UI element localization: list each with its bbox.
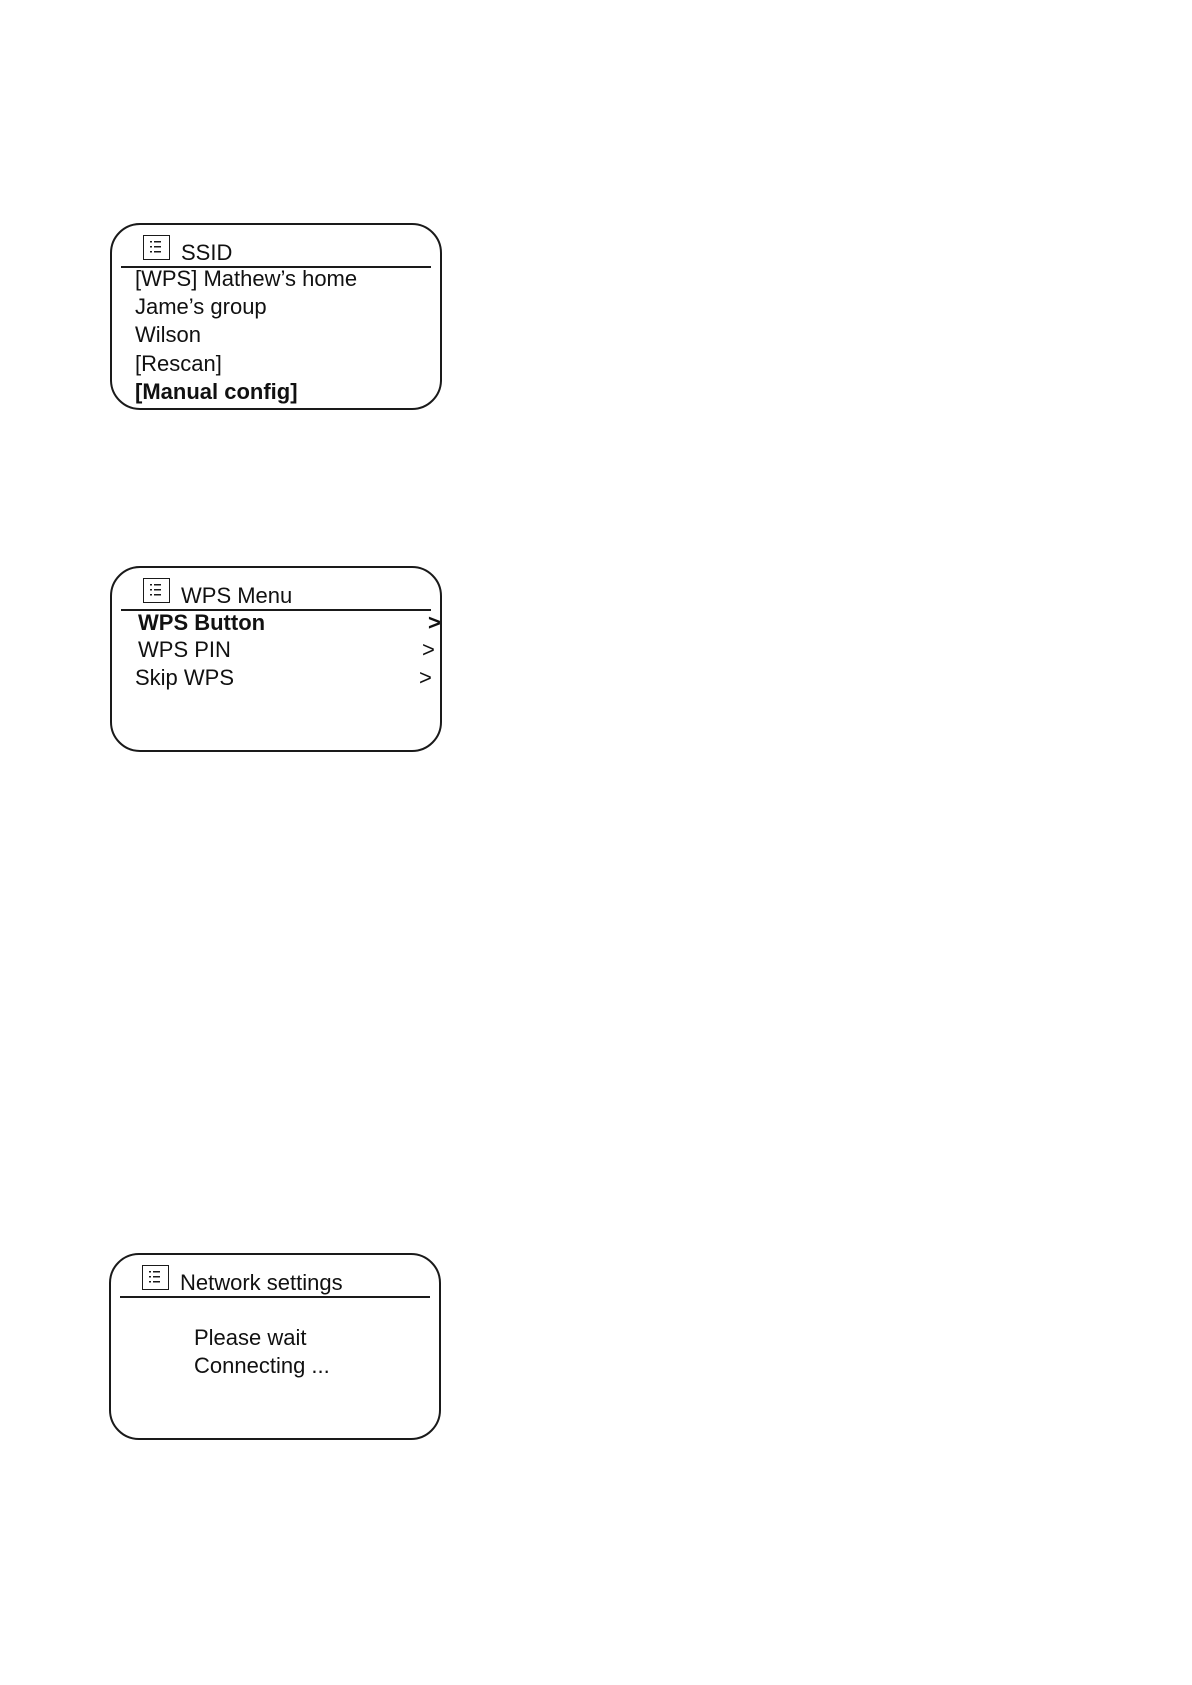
wps-menu-item-label: WPS PIN xyxy=(138,637,231,662)
chevron-right-icon: > xyxy=(419,665,432,690)
ssid-item-wilson[interactable]: Wilson xyxy=(135,322,202,347)
screen-title: Network settings xyxy=(180,1270,343,1295)
screen-title: SSID xyxy=(181,240,233,265)
chevron-right-icon: > xyxy=(428,610,441,635)
ssid-item-james-group[interactable]: Jame’s group xyxy=(135,294,267,319)
ssid-item-manual-config[interactable]: [Manual config] xyxy=(135,379,298,404)
status-message-please-wait: Please wait xyxy=(194,1325,307,1350)
wps-menu-item-skip-wps[interactable] xyxy=(135,665,432,691)
ssid-item-rescan[interactable]: [Rescan] xyxy=(135,351,222,376)
screen-title: WPS Menu xyxy=(181,583,293,608)
network-settings-screen xyxy=(109,1253,441,1440)
wps-menu-item-label: Skip WPS xyxy=(135,665,235,690)
wps-menu-item-wps-pin[interactable] xyxy=(138,637,435,663)
chevron-right-icon: > xyxy=(422,637,435,662)
ssid-item-wps-mathews-home[interactable]: [WPS] Mathew’s home xyxy=(135,266,358,291)
ssid-screen xyxy=(110,223,442,410)
wps-menu-item-wps-button[interactable] xyxy=(138,610,441,636)
wps-menu-screen xyxy=(110,566,442,752)
status-message-connecting: Connecting ... xyxy=(194,1353,330,1378)
wps-menu-item-label: WPS Button xyxy=(138,610,266,635)
